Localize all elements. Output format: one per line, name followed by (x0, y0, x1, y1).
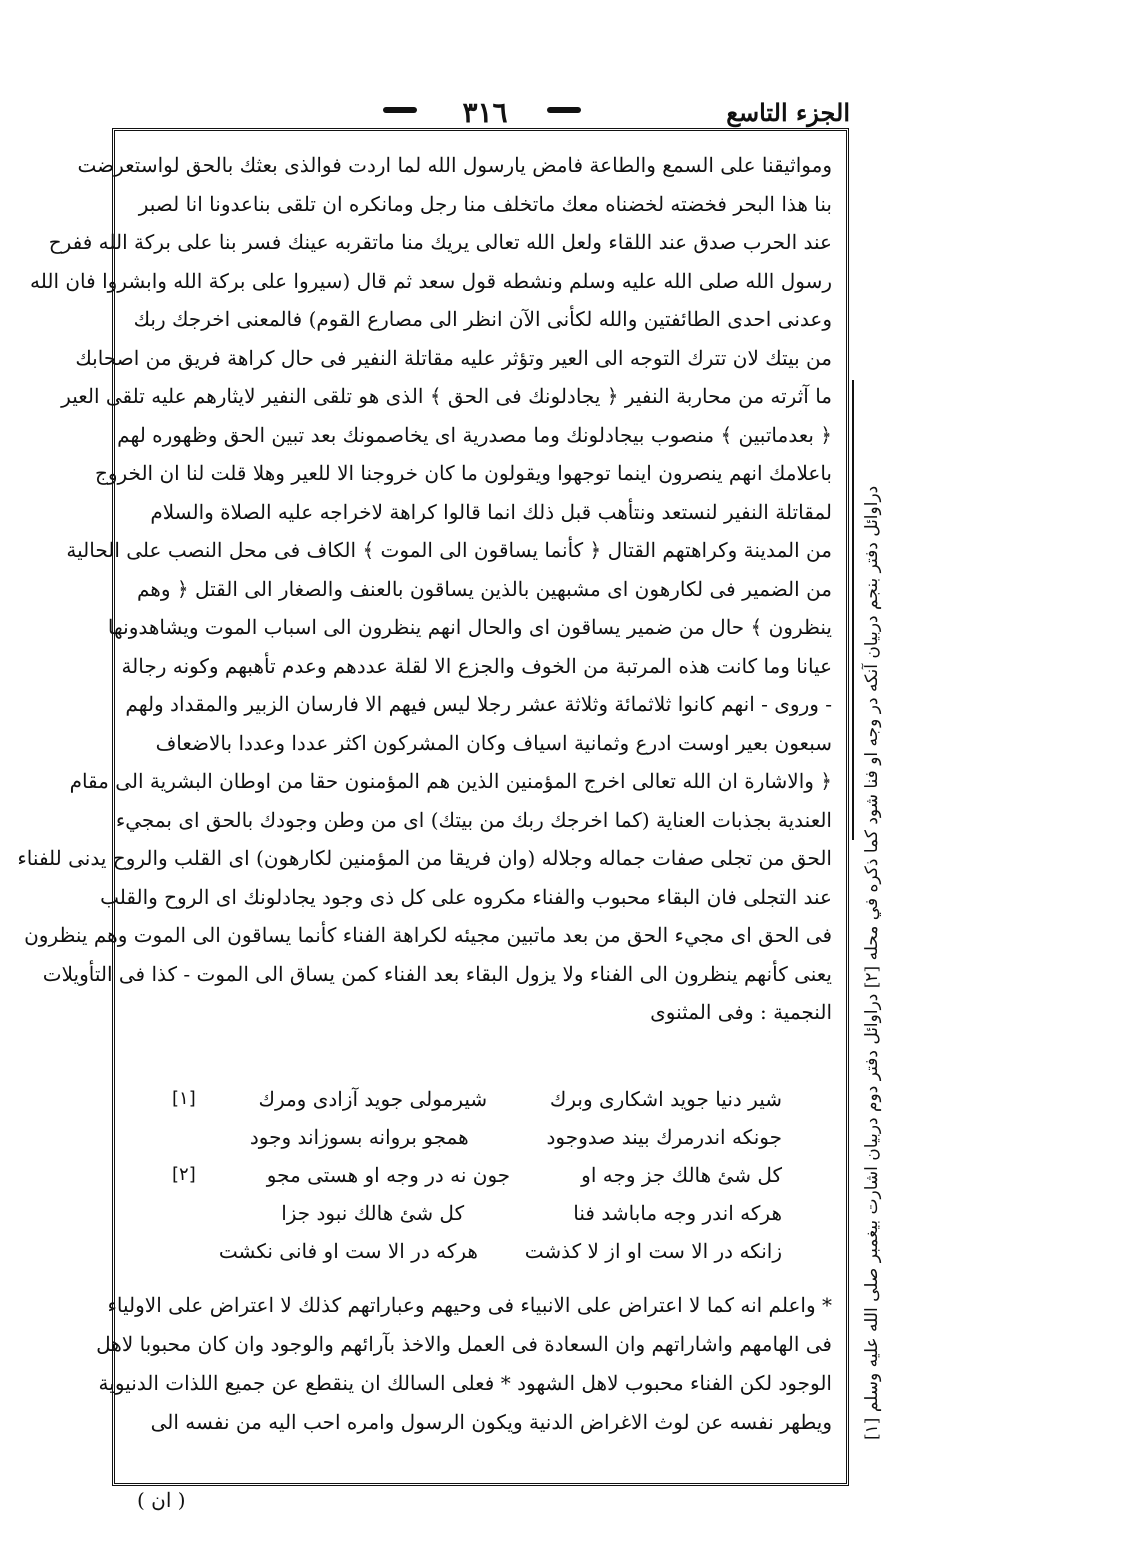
text-line: ﴿ بعدماتبين ﴾ منصوب بيجادلونك وما مصدرية اى يخاصمونك بعد تبين الحق وظهوره لهم (117, 422, 832, 447)
verse-hemistich-left: كل شئ هالك نبود جزا (281, 1201, 465, 1225)
text-line: ويطهر نفسه عن لوث الاغراض الدنية ويكون الرسول وامره احب اليه من نفسه الى (150, 1410, 832, 1434)
text-line: - وروى - انهم كانوا ثلاثمائة وثلاثة عشر رجلا ليس فيهم الا فارسان الزبير والمقداد ولهم (125, 692, 832, 716)
verse-hemistich-left: جون نه در وجه او هستى مجو (266, 1163, 511, 1187)
text-line: النجمية : وفى المثنوى (650, 1000, 832, 1024)
margin-note: [١] دراوائل دفتر بنجم دربيان آنكه در وجه او فنا شود كما ذكره في محله [٢] دراوائل دفتر دوم دربيان اشارت بيغمبر صلى الله عليه وسلم (862, 485, 882, 1440)
text-line: الحق من تجلى صفات جماله وجلاله (وان فريقا من المؤمنين لكارهون) اى القلب والروح يدنى للفناء (17, 846, 832, 870)
catchword: ( ان ) (137, 1488, 186, 1512)
poem (172, 1080, 782, 1270)
verse-hemistich-left: همجو بروانه بسوزاند وجود (249, 1125, 469, 1149)
text-line: فى الهامهم واشاراتهم وان السعادة فى العمل والاخذ بآرائهم والوجود وان كان محبوبا لاهل (96, 1332, 832, 1356)
verse (172, 1080, 782, 1118)
text-line: ينظرون ﴾ حال من ضمير يساقون اى والحال انهم ينظرون الى اسباب الموت ويشاهدونها (107, 615, 832, 639)
text-line: عند التجلى فان البقاء محبوب والفناء مكروه على كل ذى وجود يجادلونك اى الروح والقلب (100, 884, 832, 909)
verse-hemistich-right: هركه اندر وجه ماباشد فنا (573, 1201, 782, 1225)
verse-hemistich-left: هركه در الا ست او فانى نكشت (218, 1239, 478, 1263)
ornament-left-icon (383, 107, 417, 113)
text-line: عند الحرب صدق عند اللقاء ولعل الله تعالى يريك منا ماتقربه عينك فسر بنا على بركة الله ففرح (48, 230, 832, 254)
text-line: * واعلم انه كما لا اعتراض على الانبياء فى وحيهم وعباراتهم كذلك لا اعتراض على الاولياء (107, 1293, 832, 1317)
text-line: الوجود لكن الفناء محبوب لاهل الشهود * فعلى السالك ان ينقطع عن جميع اللذات الدنيوية (98, 1371, 832, 1395)
text-line: بنا هذا البحر فخضته لخضناه معك ماتخلف منا رجل ومانكره ان تلقى بناعدونا انا لصبر (138, 191, 832, 216)
text-line: وعدنى احدى الطائفتين والله لكأنى الآن انظر الى مصارع القوم) فالمعنى اخرجك ربك (133, 307, 832, 331)
text-line: باعلامك انهم ينصرون اينما توجهوا ويقولون ما كان خروجنا الا للعير وهلا قلت لنا ان الخروج (94, 461, 832, 485)
main-text (17, 146, 832, 1032)
verse-hemistich-right: زانكه در الا ست او از لا كذشت (524, 1239, 782, 1263)
part-title: الجزء التاسع (726, 98, 850, 127)
text-line: فى الحق اى مجيء الحق من بعد ماتبين مجيئه لكراهة الفناء كأنما يساقون الى الموت وهم ينظرون (24, 923, 832, 947)
text-line: عيانا وما كانت هذه المرتبة من الخوف والجزع الا لقلة عددهم وعدم تأهبهم وكونه رجالة (121, 653, 832, 678)
ornament-right-icon (547, 107, 581, 113)
verse-marker: [٢] (172, 1164, 196, 1185)
verse-hemistich-left: شيرمولى جويد آزادى ومرك (258, 1087, 488, 1111)
text-line: يعنى كأنهم ينظرون الى الفناء ولا يزول البقاء بعد الفناء كمن يساق الى الموت - كذا فى التأويلات (42, 961, 832, 986)
verse-hemistich-right: شير دنيا جويد اشكارى وبرك (549, 1087, 782, 1111)
verse-marker: [١] (172, 1088, 196, 1109)
text-line: العندية بجذبات العناية (كما اخرجك ربك من بيتك) اى من وطن وجودك بالحق اى بمجيء (115, 807, 832, 832)
verse-hemistich-right: كل شئ هالك جز وجه او (581, 1163, 782, 1187)
verse (172, 1194, 782, 1232)
text-line: من بيتك لان تترك التوجه الى العير وتؤثر عليه مقاتلة النفير فى حال كراهة فريق من اصحابك (75, 345, 832, 370)
verse (172, 1232, 782, 1270)
text-line: ومواثيقنا على السمع والطاعة فامض يارسول الله لما اردت فوالذى بعثك بالحق لواستعرضت (77, 153, 832, 177)
closing-text (96, 1286, 832, 1442)
text-line: لمقاتلة النفير لنستعد ونتأهب قبل ذلك انما قالوا كراهة لاخراجه عليه الصلاة والسلام (150, 499, 832, 524)
verse (172, 1156, 782, 1194)
page-header (115, 92, 850, 132)
margin-rule (852, 380, 854, 840)
text-line: من الضمير فى لكارهون اى مشبهين بالذين يساقون بالعنف والصغار الى القتل ﴿ وهم (137, 576, 832, 601)
text-line: سبعون بعير اوست ادرع وثمانية اسياف وكان المشركون اكثر عددا وعددا بالاضعاف (155, 730, 832, 755)
text-line: ﴿ والاشارة ان الله تعالى اخرج المؤمنين الذين هم المؤمنون حقا من اوطان البشرية الى مقام (69, 769, 832, 793)
text-line: رسول الله صلى الله عليه وسلم ونشطه قول سعد ثم قال (سيروا على بركة الله وابشروا فان الله (30, 268, 832, 293)
page-number: ٣١٦ (462, 96, 508, 129)
verse (172, 1118, 782, 1156)
text-line: من المدينة وكراهتهم القتال ﴿ كأنما يساقون الى الموت ﴾ الكاف فى محل النصب على الحالية (66, 538, 832, 562)
verse-hemistich-right: جونكه اندرمرك بيند صدوجود (546, 1125, 782, 1149)
text-line: ما آثرته من محاربة النفير ﴿ يجادلونك فى الحق ﴾ الذى هو تلقى النفير لايثارهم عليه تلقى العير (61, 384, 832, 408)
